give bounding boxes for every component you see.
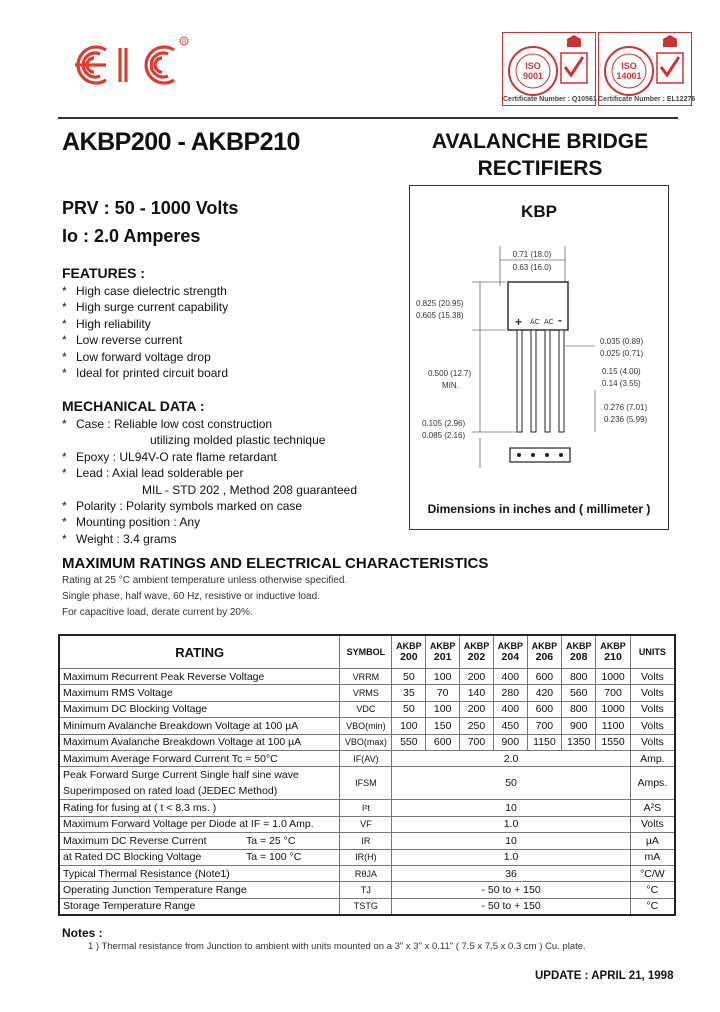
list-item: * Weight : 3.4 grams [62, 531, 177, 546]
table-row: Maximum Recurrent Peak Reverse Voltage VRRM 50 100 200 400 600 800 1000 Volts [59, 669, 675, 685]
list-item: * Low forward voltage drop [62, 349, 211, 364]
header-part: AKBP 206 [527, 635, 561, 669]
mechanical-heading: MECHANICAL DATA : [62, 398, 205, 414]
iso14001-badge [598, 32, 692, 106]
table-row: Storage Temperature Range TSTG - 50 to + 150 °C [59, 898, 675, 915]
table-row: Minimum Avalanche Breakdown Voltage at 100 µA VBO(min) 100 150 250 450 700 900 1100 Volts [59, 718, 675, 734]
svg-text:14001: 14001 [616, 71, 642, 81]
header-part: AKBP 202 [460, 635, 494, 669]
dim-pitch-max: 0.15 (4.00) [602, 367, 641, 376]
list-item: * High reliability [62, 316, 151, 331]
list-item: * Mounting position : Any [62, 515, 201, 530]
list-item: MIL - STD 202 , Method 208 guaranteed [142, 482, 358, 497]
table-row: Maximum Average Forward Current Tc = 50°C IF(AV) 2.0 Amp. [59, 750, 675, 766]
list-item: * Case : Reliable low cost construction [62, 417, 273, 431]
cert2-number: Certificate Number : EL12276 [598, 96, 696, 103]
cert1-number: Certificate Number : Q10561 [503, 96, 597, 103]
prv-spec: PRV : 50 - 1000 Volts [62, 198, 239, 218]
table-row: Typical Thermal Resistance (Note1) RθJA 36 °C/W [59, 865, 675, 881]
eic-logo [62, 30, 192, 100]
header-part: AKBP 210 [596, 635, 630, 669]
dim-lead-width-min: 0.025 (0.71) [600, 349, 644, 358]
product-type-line2: RECTIFIERS [477, 157, 603, 180]
rating-note: For capacitive load, derate current by 20%. [62, 607, 253, 618]
product-type-title [405, 128, 675, 182]
pin-plus-label: + [515, 315, 523, 329]
svg-text:ISO: ISO [525, 61, 541, 71]
table-row: at Rated DC Blocking Voltage Ta = 100 °C IR(H) 1.0 mA [59, 849, 675, 865]
iso9001-badge [502, 32, 596, 106]
table-row: Maximum Forward Voltage per Diode at IF = 1.0 Amp. VF 1.0 Volts [59, 816, 675, 832]
update-date: UPDATE : APRIL 21, 1998 [535, 970, 674, 982]
list-item: * High case dielectric strength [62, 284, 227, 298]
rating-note: Single phase, half wave, 60 Hz, resistive or inductive load. [62, 591, 320, 602]
list-item: * Low reverse current [62, 333, 183, 348]
header-rating: RATING [59, 635, 340, 669]
svg-text:9001: 9001 [522, 71, 544, 81]
dim-lead-length: 0.500 (12.7) [428, 369, 472, 378]
io-spec: Io : 2.0 Amperes [62, 226, 201, 246]
header-units: UNITS [630, 635, 675, 669]
table-row: Maximum RMS Voltage VRMS 35 70 140 280 420 560 700 Volts [59, 685, 675, 701]
table-row: Maximum DC Reverse Current Ta = 25 °C IR 10 µA [59, 833, 675, 849]
header-part: AKBP 204 [493, 635, 527, 669]
part-number-title: AKBP200 - AKBP210 [62, 128, 300, 156]
header-divider [58, 117, 678, 119]
table-row: Maximum DC Blocking Voltage VDC 50 100 200 400 600 800 1000 Volts [59, 701, 675, 717]
header-part: AKBP 208 [562, 635, 596, 669]
dim-body-height-min: 0.605 (15.38) [416, 311, 464, 320]
header-symbol: SYMBOL [340, 635, 392, 669]
svg-text:R: R [182, 39, 187, 46]
svg-text:ISO: ISO [621, 61, 637, 71]
pin-ac1-label: AC [530, 319, 540, 326]
dim-lead-length-min: MIN. [442, 381, 459, 390]
dim-thickness-min: 0.236 (5.99) [604, 415, 648, 424]
header-part: AKBP 200 [392, 635, 426, 669]
table-row: Operating Junction Temperature Range TJ - 50 to + 150 °C [59, 882, 675, 898]
dimensions-caption: Dimensions in inches and ( millimeter ) [427, 502, 651, 516]
package-outline-drawing [410, 186, 668, 529]
dim-lead-width-max: 0.035 (0.89) [600, 337, 644, 346]
table-row: Peak Forward Surge Current Single half sine wave Superimposed on rated load (JEDEC Method) IFSM 50 Amps. [59, 767, 675, 800]
ratings-table [58, 634, 676, 916]
note-1: 1 ) Thermal resistance from Junction to ambient with units mounted on a 3" x 3" x 0.11" ( 7.5 x 7.5 x 0.3 cm ) Cu. plate. [88, 941, 586, 952]
notes-heading: Notes : [62, 926, 103, 940]
dim-width-min: 0.63 (16.0) [512, 263, 552, 272]
pin-ac2-label: AC [544, 319, 554, 326]
dim-spacing-max: 0.105 (2.96) [422, 419, 466, 428]
features-list [62, 283, 228, 381]
dim-width-max: 0.71 (18.0) [512, 250, 552, 259]
list-item: * High surge current capability [62, 300, 229, 315]
list-item: * Polarity : Polarity symbols marked on case [62, 499, 303, 514]
list-item: * Epoxy : UL94V-O rate flame retardant [62, 449, 277, 464]
table-header-row [59, 635, 675, 669]
table-row: Maximum Avalanche Breakdown Voltage at 100 µA VBO(max) 550 600 700 900 1150 1350 1550 Volts [59, 734, 675, 750]
list-item: utilizing molded plastic technique [150, 433, 326, 448]
mechanical-list [62, 416, 357, 547]
table-row: Rating for fusing at ( t < 8.3 ms. ) I²t 10 A²S [59, 800, 675, 816]
package-name: KBP [521, 202, 557, 221]
header-part: AKBP 201 [426, 635, 460, 669]
pin-minus-label: - [558, 313, 562, 327]
rating-note: Rating at 25 °C ambient temperature unless otherwise specified. [62, 575, 348, 586]
dim-body-height-max: 0.825 (20.95) [416, 299, 464, 308]
dim-thickness-max: 0.276 (7.01) [604, 403, 648, 412]
package-drawing-box [409, 185, 669, 530]
ratings-heading: MAXIMUM RATINGS AND ELECTRICAL CHARACTERISTICS [62, 555, 489, 572]
list-item: * Lead : Axial lead solderable per [62, 466, 244, 481]
list-item: * Ideal for printed circuit board [62, 366, 229, 381]
features-heading: FEATURES : [62, 265, 145, 281]
dim-pitch-min: 0.14 (3.55) [602, 379, 641, 388]
dim-spacing-min: 0.085 (2.16) [422, 431, 466, 440]
product-type-line1: AVALANCHE BRIDGE [431, 130, 649, 153]
ratings-notes [62, 573, 347, 621]
